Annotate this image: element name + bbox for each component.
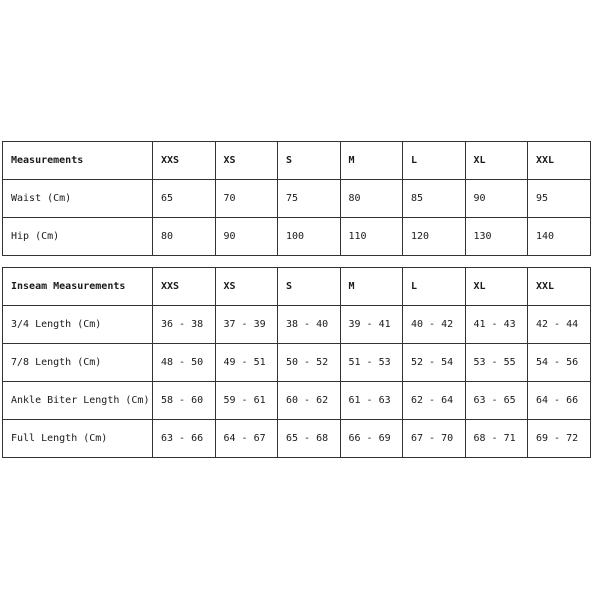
table-cell: 67 - 70	[403, 420, 466, 458]
table-cell: 65	[153, 180, 216, 218]
table-cell: 37 - 39	[215, 306, 278, 344]
table-cell: 52 - 54	[403, 344, 466, 382]
table-cell: 48 - 50	[153, 344, 216, 382]
header-cell: Inseam Measurements	[3, 268, 153, 306]
header-cell: XXL	[528, 268, 591, 306]
table-row	[3, 382, 591, 420]
header-cell: XL	[465, 268, 528, 306]
header-cell: Measurements	[3, 142, 153, 180]
row-label: Ankle Biter Length (Cm)	[3, 382, 153, 420]
table-cell: 42 - 44	[528, 306, 591, 344]
waist-hip-size-table	[2, 141, 591, 256]
header-cell: L	[403, 142, 466, 180]
header-cell: XS	[215, 268, 278, 306]
table-cell: 39 - 41	[340, 306, 403, 344]
table-cell: 63 - 65	[465, 382, 528, 420]
table-cell: 95	[528, 180, 591, 218]
table-cell: 85	[403, 180, 466, 218]
table-row	[3, 306, 591, 344]
inseam-size-table	[2, 267, 591, 458]
table-cell: 110	[340, 218, 403, 256]
table-cell: 70	[215, 180, 278, 218]
table-row	[3, 344, 591, 382]
table-header-row	[3, 268, 591, 306]
header-cell: M	[340, 142, 403, 180]
table-cell: 58 - 60	[153, 382, 216, 420]
header-cell: XXL	[528, 142, 591, 180]
table-cell: 130	[465, 218, 528, 256]
table-cell: 69 - 72	[528, 420, 591, 458]
table-cell: 75	[278, 180, 341, 218]
header-cell: XL	[465, 142, 528, 180]
table-cell: 60 - 62	[278, 382, 341, 420]
table-cell: 61 - 63	[340, 382, 403, 420]
table-cell: 41 - 43	[465, 306, 528, 344]
table-row	[3, 180, 591, 218]
header-cell: XXS	[153, 268, 216, 306]
table-cell: 63 - 66	[153, 420, 216, 458]
table-cell: 100	[278, 218, 341, 256]
table-cell: 66 - 69	[340, 420, 403, 458]
row-label: 3/4 Length (Cm)	[3, 306, 153, 344]
header-cell: L	[403, 268, 466, 306]
table-cell: 64 - 66	[528, 382, 591, 420]
table-cell: 59 - 61	[215, 382, 278, 420]
table-cell: 80	[153, 218, 216, 256]
table-cell: 64 - 67	[215, 420, 278, 458]
header-cell: M	[340, 268, 403, 306]
table-cell: 49 - 51	[215, 344, 278, 382]
table-cell: 50 - 52	[278, 344, 341, 382]
table-cell: 90	[465, 180, 528, 218]
table-row	[3, 218, 591, 256]
table-cell: 38 - 40	[278, 306, 341, 344]
table-cell: 90	[215, 218, 278, 256]
table-cell: 62 - 64	[403, 382, 466, 420]
header-cell: XXS	[153, 142, 216, 180]
table-row	[3, 420, 591, 458]
header-cell: XS	[215, 142, 278, 180]
table-cell: 51 - 53	[340, 344, 403, 382]
table-cell: 53 - 55	[465, 344, 528, 382]
row-label: 7/8 Length (Cm)	[3, 344, 153, 382]
header-cell: S	[278, 142, 341, 180]
row-label: Waist (Cm)	[3, 180, 153, 218]
table-cell: 140	[528, 218, 591, 256]
table-cell: 80	[340, 180, 403, 218]
table-cell: 40 - 42	[403, 306, 466, 344]
table-cell: 65 - 68	[278, 420, 341, 458]
header-cell: S	[278, 268, 341, 306]
table-cell: 120	[403, 218, 466, 256]
table-cell: 36 - 38	[153, 306, 216, 344]
table-header-row	[3, 142, 591, 180]
table-cell: 68 - 71	[465, 420, 528, 458]
row-label: Full Length (Cm)	[3, 420, 153, 458]
table-cell: 54 - 56	[528, 344, 591, 382]
row-label: Hip (Cm)	[3, 218, 153, 256]
